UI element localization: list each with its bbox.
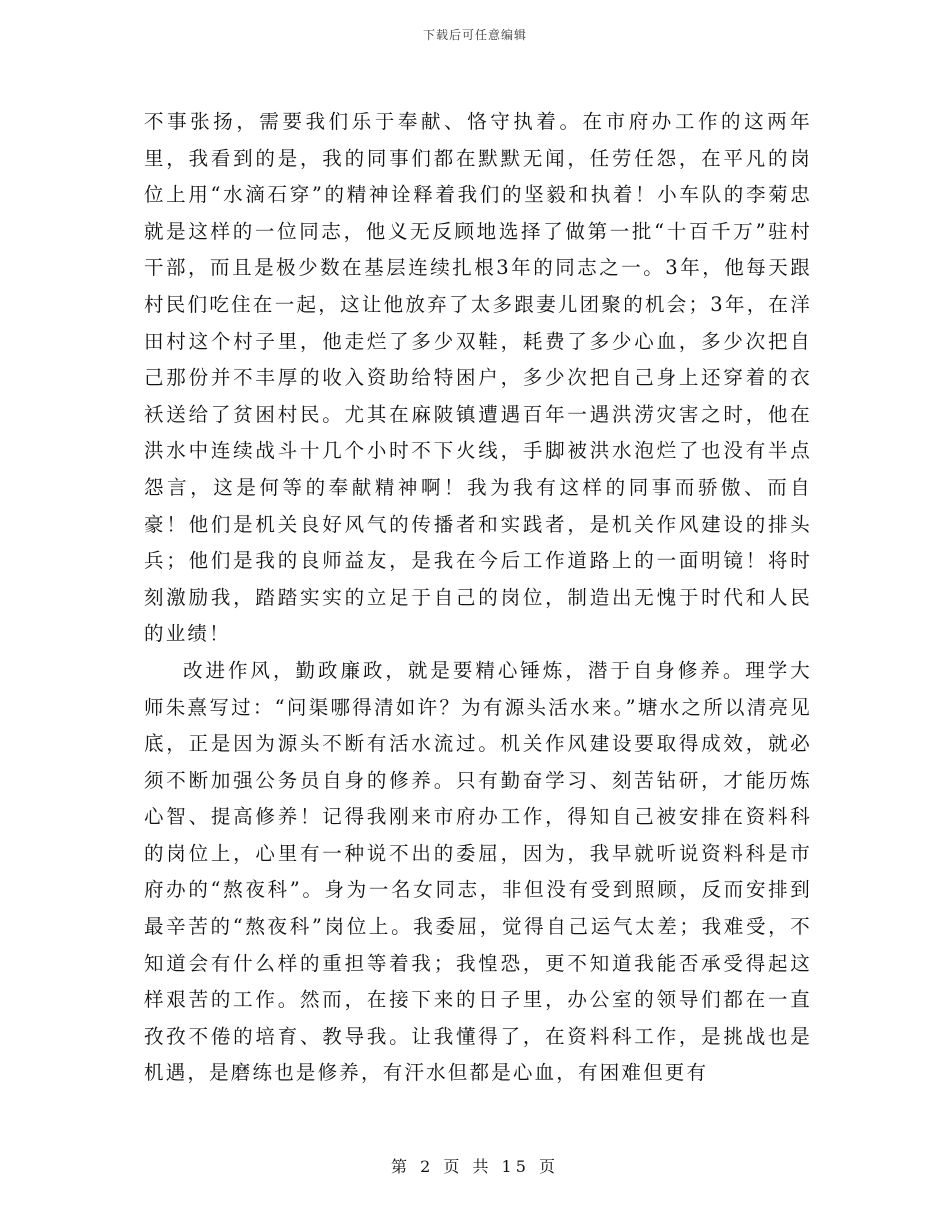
paragraph-2: 改进作风，勤政廉政，就是要精心锤炼，潜于自身修养。理学大师朱熹写过：“问渠哪得清如许？为有源头活水来。”塘水之所以清亮见底，正是因为源头不断有活水流过。机关作风建设要取得成效，就必须不断加强公务员自身的修养。只有勤奋学习、刻苦钻研，才能历炼心智、提高修养！记得我刚来市府办工作，得知自己被安排在资料科的岗位上，心里有一种说不出的委屈，因为，我早就听说资料科是市府办的“熬夜科”。身为一名女同志，非但没有受到照顾，反而安排到最辛苦的“熬夜科”岗位上。我委屈，觉得自己运气太差；我难受，不知道会有什么样的重担等着我；我惶恐，更不知道我能否承受得起这样艰苦的工作。然而，在接下来的日子里，办公室的领导们都在一直孜孜不倦的培育、教导我。让我懂得了，在资料科工作，是挑战也是机遇，是磨练也是修养，有汗水但都是心血，有困难但更有 <box>144 658 812 1085</box>
page-number-footer: 第 2 页 共 15 页 <box>391 1157 559 1176</box>
page-header: 下载后可任意编辑 <box>422 28 527 42</box>
document-body <box>144 104 812 1092</box>
paragraph-1: 不事张扬，需要我们乐于奉献、恪守执着。在市府办工作的这两年里，我看到的是，我的同事们都在默默无闻，任劳任怨，在平凡的岗位上用“水滴石穿”的精神诠释着我们的坚毅和执着！小车队的李菊忠就是这样的一位同志，他义无反顾地选择了做第一批“十百千万”驻村干部，而且是极少数在基层连续扎根3年的同志之一。3年，他每天跟村民们吃住在一起，这让他放弃了太多跟妻儿团聚的机会；3年，在洋田村这个村子里，他走烂了多少双鞋，耗费了多少心血，多少次把自己那份并不丰厚的收入资助给特困户，多少次把自己身上还穿着的衣袄送给了贫困村民。尤其在麻陂镇遭遇百年一遇洪涝灾害之时，他在洪水中连续战斗十几个小时不下火线，手脚被洪水泡烂了也没有半点怨言，这是何等的奉献精神啊！我为我有这样的同事而骄傲、而自豪！他们是机关良好风气的传播者和实践者，是机关作风建设的排头兵；他们是我的良师益友，是我在今后工作道路上的一面明镜！将时刻激励我，踏踏实实的立足于自己的岗位，制造出无愧于时代和人民的业绩！ <box>144 110 812 646</box>
